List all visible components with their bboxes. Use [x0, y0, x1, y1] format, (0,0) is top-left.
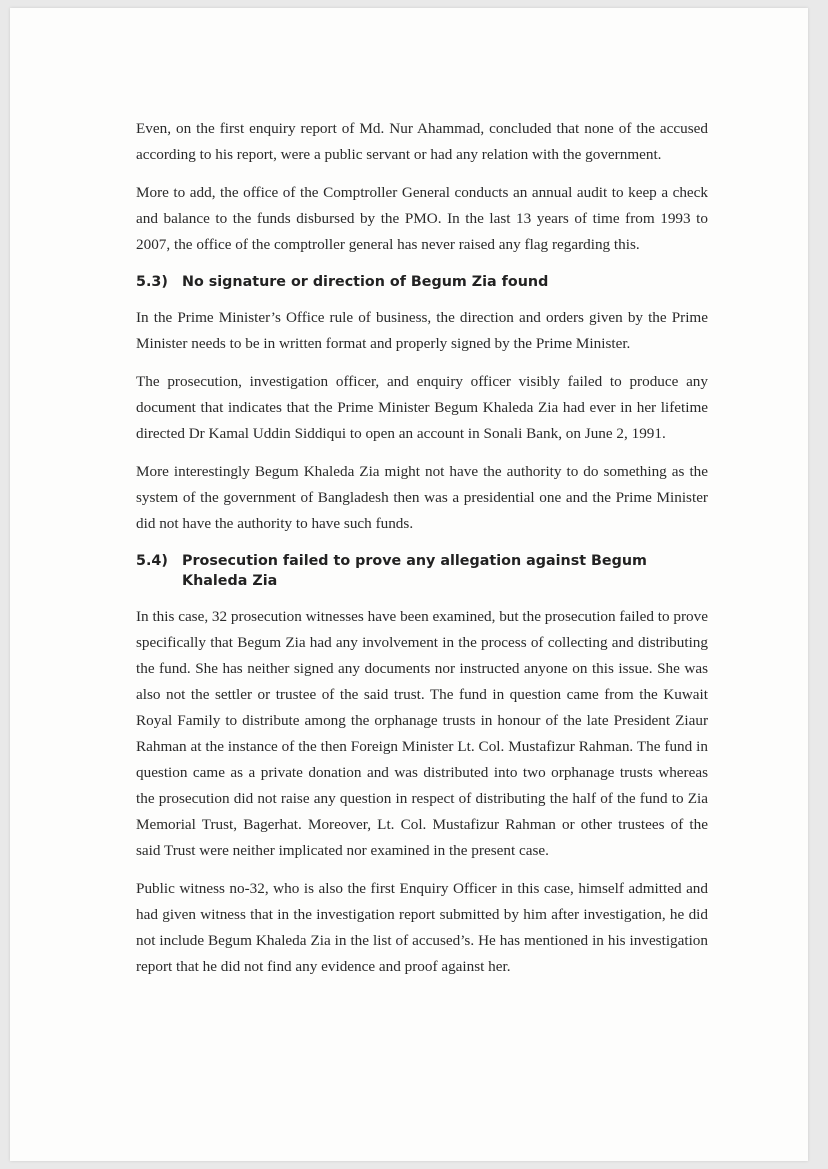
- section-heading-5-4: [136, 551, 708, 591]
- paragraph-rule-of-business: In the Prime Minister’s Office rule of business, the direction and orders given by the Prime Minister needs to be in written format and properly signed by the Prime Minister.: [136, 309, 708, 352]
- page-content: [136, 116, 708, 992]
- section-number: 5.4): [136, 553, 168, 569]
- paragraph-no-document: The prosecution, investigation officer, and enquiry officer visibly failed to produce any document that indicates that the Prime Minister Begum Khaleda Zia had ever in her lifetime directed Dr Kamal Uddin Siddiqui to open an account in Sonali Bank, on June 2, 1991.: [136, 373, 708, 442]
- paragraph-witnesses: In this case, 32 prosecution witnesses have been examined, but the prosecution failed to prove specifically that Begum Zia had any involvement in the process of collecting and distributing the fund. She has neither signed any documents nor instructed anyone on this issue. She was also not the settler or trustee of the said trust. The fund in question came from the Kuwait Royal Family to distribute among the orphanage trusts in honour of the late President Ziaur Rahman at the instance of the then Foreign Minister Lt. Col. Mustafizur Rahman. The fund in question came as a private donation and was distributed into two orphanage trusts whereas the prosecution did not raise any question in respect of distributing the half of the fund to Zia Memorial Trust, Bagerhat. Moreover, Lt. Col. Mustafizur Rahman or other trustees of the said Trust were neither implicated nor examined in the present case.: [136, 608, 708, 859]
- section-heading-5-3: [136, 272, 708, 292]
- paragraph-enquiry-report: Even, on the first enquiry report of Md. Nur Ahammad, concluded that none of the accused according to his report, were a public servant or had any relation with the government.: [136, 120, 708, 163]
- section-title: No signature or direction of Begum Zia found: [182, 274, 549, 290]
- section-number: 5.3): [136, 274, 168, 290]
- paragraph-public-witness: Public witness no-32, who is also the first Enquiry Officer in this case, himself admitted and had given witness that in the investigation report submitted by him after investigation, he did not include Begum Khaleda Zia in the list of accused’s. He has mentioned in his investigation report that he did not find any evidence and proof against her.: [136, 880, 708, 975]
- paragraph-authority: More interestingly Begum Khaleda Zia might not have the authority to do something as the system of the government of Bangladesh then was a presidential one and the Prime Minister did not have the authority to have such funds.: [136, 463, 708, 532]
- section-title: Prosecution failed to prove any allegation against Begum Khaleda Zia: [182, 553, 647, 589]
- paragraph-comptroller-audit: More to add, the office of the Comptroller General conducts an annual audit to keep a check and balance to the funds disbursed by the PMO. In the last 13 years of time from 1993 to 2007, the office of the comptroller general has never raised any flag regarding this.: [136, 184, 708, 253]
- document-page: [10, 8, 808, 1161]
